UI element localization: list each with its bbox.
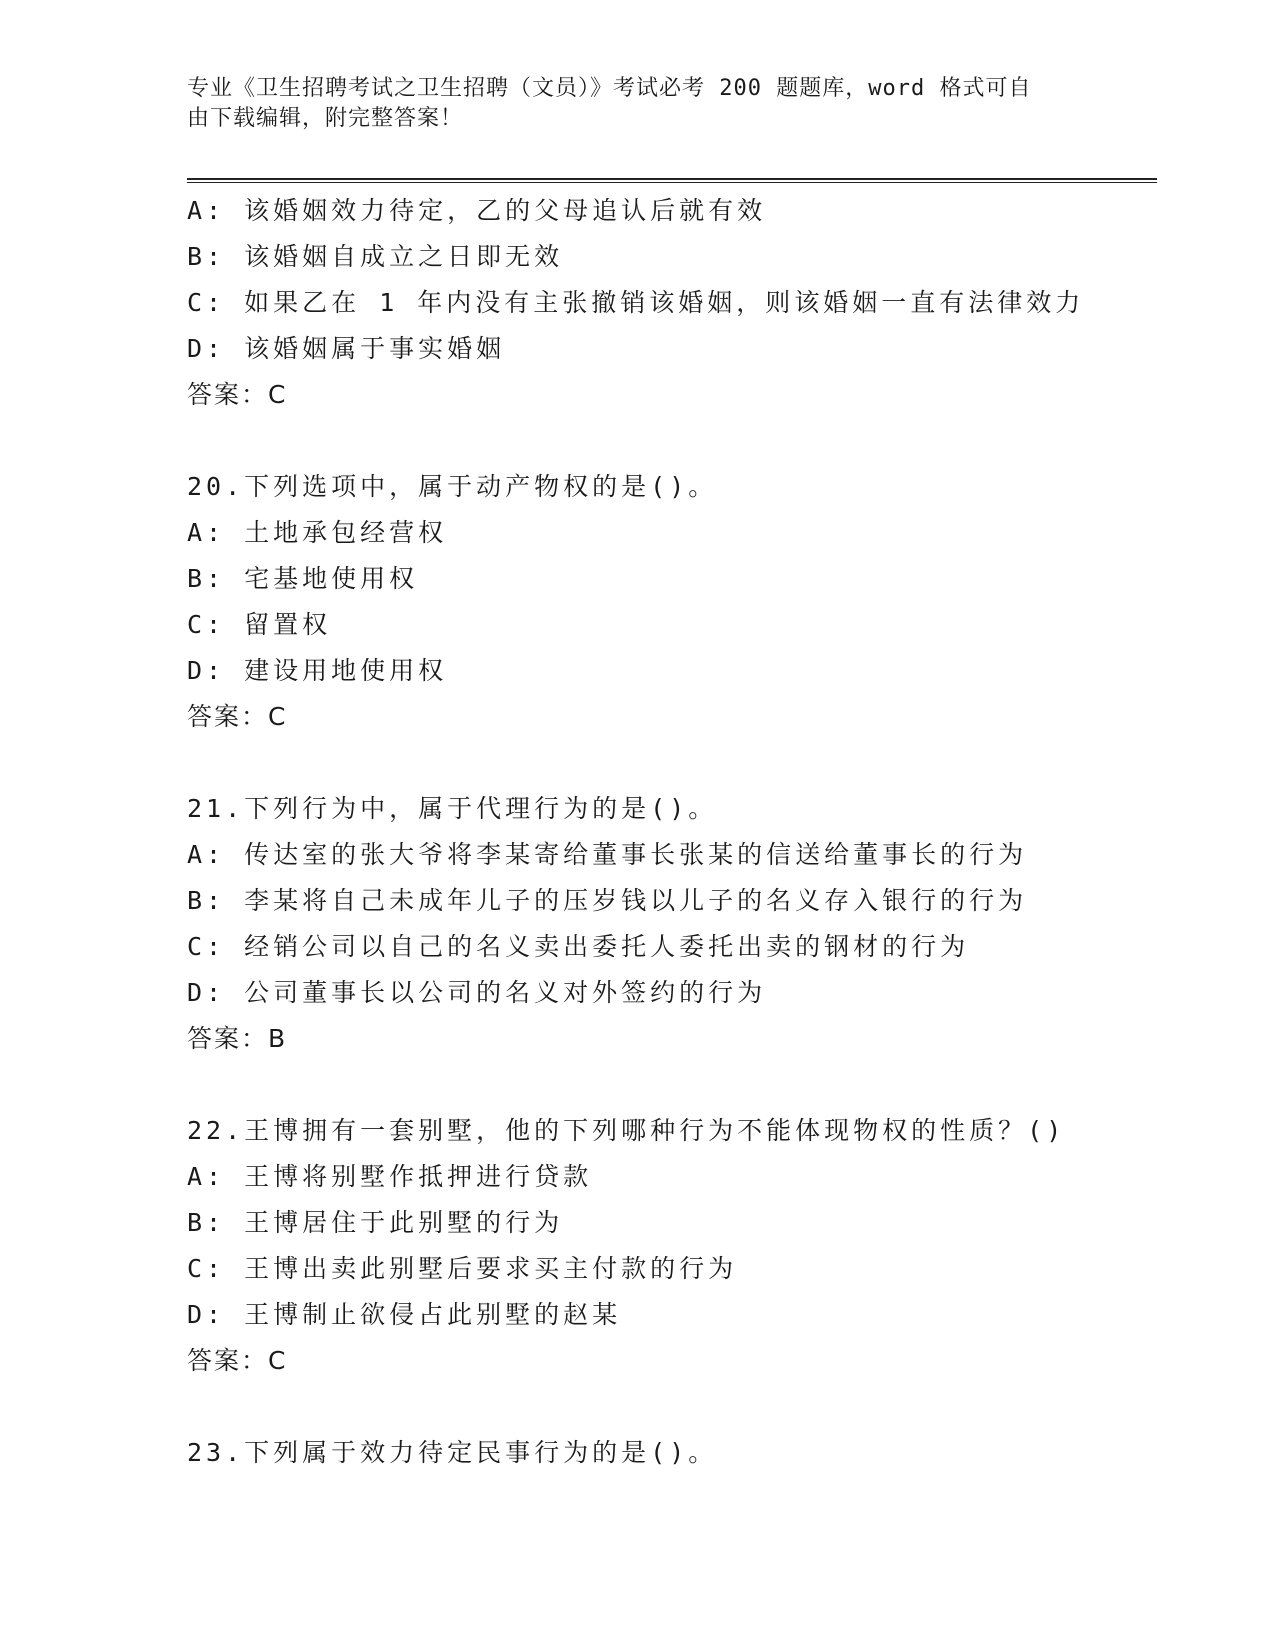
option-a: A: 传达室的张大爷将李某寄给董事长张某的信送给董事长的行为 bbox=[187, 840, 1028, 869]
answer: 答案：C bbox=[187, 1346, 288, 1375]
option-a: A: 该婚姻效力待定，乙的父母追认后就有效 bbox=[187, 196, 767, 225]
spacer bbox=[187, 740, 1147, 786]
option-b: B: 王博居住于此别墅的行为 bbox=[187, 1208, 564, 1237]
option-c: C: 经销公司以自己的名义卖出委托人委托出卖的钢材的行为 bbox=[187, 932, 970, 961]
option-c: C: 王博出卖此别墅后要求买主付款的行为 bbox=[187, 1254, 738, 1283]
document-header bbox=[187, 74, 1087, 134]
question-text: 22.王博拥有一套别墅，他的下列哪种行为不能体现物权的性质？() bbox=[187, 1116, 1066, 1145]
header-divider bbox=[187, 178, 1157, 183]
option-d: D: 该婚姻属于事实婚姻 bbox=[187, 334, 506, 363]
option-b: B: 李某将自己未成年儿子的压岁钱以儿子的名义存入银行的行为 bbox=[187, 886, 1028, 915]
option-d: D: 公司董事长以公司的名义对外签约的行为 bbox=[187, 978, 767, 1007]
question-text: 20.下列选项中，属于动产物权的是()。 bbox=[187, 472, 718, 501]
question-list bbox=[187, 188, 1147, 1476]
spacer bbox=[187, 418, 1147, 464]
option-a: A: 王博将别墅作抵押进行贷款 bbox=[187, 1162, 593, 1191]
answer: 答案：C bbox=[187, 702, 288, 731]
option-b: B: 宅基地使用权 bbox=[187, 564, 419, 593]
spacer bbox=[187, 1062, 1147, 1108]
spacer bbox=[187, 1384, 1147, 1430]
option-b: B: 该婚姻自成立之日即无效 bbox=[187, 242, 564, 271]
question-19-block bbox=[187, 188, 1147, 418]
option-c: C: 如果乙在 1 年内没有主张撤销该婚姻，则该婚姻一直有法律效力 bbox=[187, 288, 1085, 317]
option-d: D: 建设用地使用权 bbox=[187, 656, 448, 685]
question-21-block bbox=[187, 786, 1147, 1062]
question-23-block bbox=[187, 1430, 1147, 1476]
question-text: 21.下列行为中，属于代理行为的是()。 bbox=[187, 794, 718, 823]
question-22-block bbox=[187, 1108, 1147, 1384]
answer: 答案：C bbox=[187, 380, 288, 409]
header-line-1: 专业《卫生招聘考试之卫生招聘（文员）》考试必考 200 题题库，word 格式可自 bbox=[187, 76, 1032, 101]
option-c: C: 留置权 bbox=[187, 610, 332, 639]
header-line-2: 由下载编辑，附完整答案！ bbox=[187, 106, 464, 131]
question-text: 23.下列属于效力待定民事行为的是()。 bbox=[187, 1438, 718, 1467]
option-a: A: 土地承包经营权 bbox=[187, 518, 448, 547]
question-20-block bbox=[187, 464, 1147, 740]
option-d: D: 王博制止欲侵占此别墅的赵某 bbox=[187, 1300, 622, 1329]
answer: 答案：B bbox=[187, 1024, 288, 1053]
